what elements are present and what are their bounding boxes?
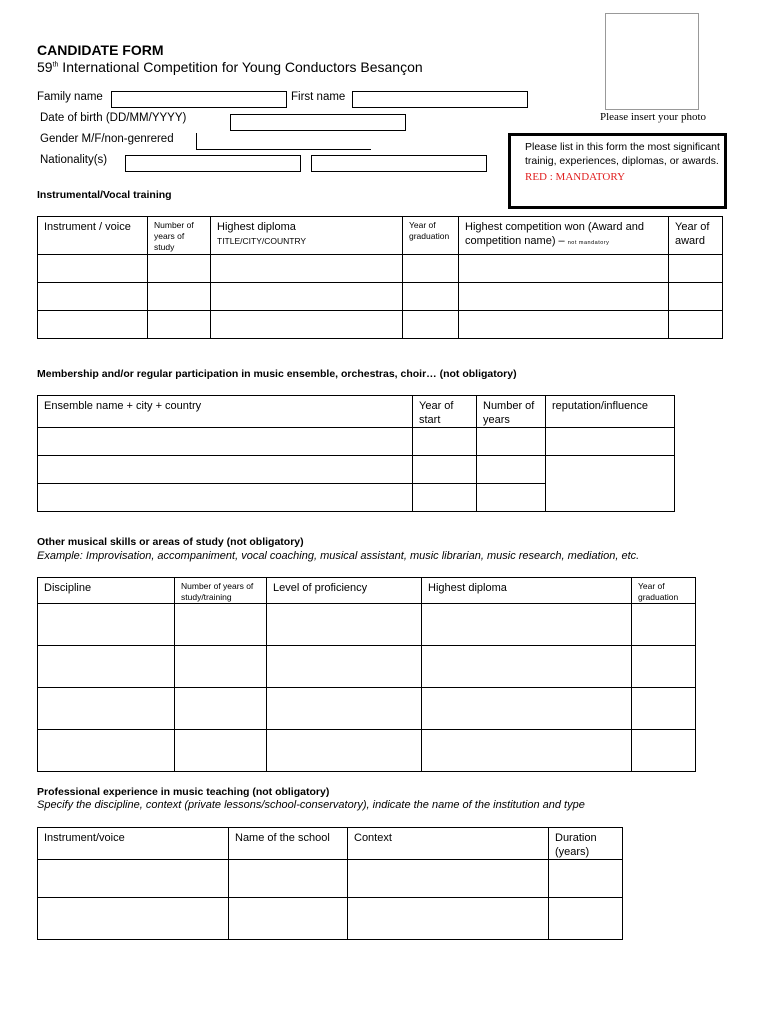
subtitle-text: International Competition for Young Conductors Besançon [58,59,423,75]
table-cell[interactable] [211,311,403,339]
table-cell[interactable] [38,688,175,730]
table-cell[interactable] [267,688,422,730]
table-cell[interactable] [175,730,267,772]
membership-header-row [38,396,675,428]
header-years-study: Number of years of study [148,217,211,255]
header-start-year: Year of start [413,396,477,428]
table-cell[interactable] [632,730,696,772]
table-row [38,604,696,646]
table-row [38,428,675,456]
table-cell[interactable] [267,730,422,772]
gender-field[interactable] [196,133,371,150]
table-cell[interactable] [38,730,175,772]
table-cell[interactable] [422,604,632,646]
table-cell[interactable] [422,688,632,730]
header-years-training: Number of years of study/training [175,578,267,604]
mandatory-note: RED : MANDATORY [525,171,626,183]
table-cell[interactable] [669,255,723,283]
teaching-table [37,827,623,940]
table-cell[interactable] [175,646,267,688]
header-instrument-voice: Instrument/voice [38,828,229,860]
table-cell[interactable] [422,730,632,772]
subtitle-superscript: th [52,61,59,69]
table-cell[interactable] [348,860,549,898]
table-cell[interactable] [211,283,403,311]
table-cell[interactable] [267,604,422,646]
header-diploma-text: Highest diploma [217,221,296,233]
header-school-name: Name of the school [229,828,348,860]
skills-header-row [38,578,696,604]
header-highest-diploma: Highest diploma [422,578,632,604]
table-cell[interactable] [459,311,669,339]
table-row [38,730,696,772]
table-cell[interactable] [267,646,422,688]
table-cell[interactable] [38,428,413,456]
family-name-label: Family name [37,91,103,103]
table-cell[interactable] [669,311,723,339]
table-row [38,255,723,283]
teaching-title: Professional experience in music teaching (not obligatory) [37,786,330,798]
nationality-label: Nationality(s) [40,154,108,166]
table-cell[interactable] [413,428,477,456]
table-cell[interactable] [477,428,546,456]
table-cell[interactable] [477,484,546,512]
header-instrument: Instrument / voice [38,217,148,255]
first-name-field[interactable] [352,91,528,108]
table-row [38,898,623,940]
table-cell[interactable] [38,860,229,898]
family-name-field[interactable] [111,91,287,108]
table-cell[interactable] [229,860,348,898]
table-cell[interactable] [632,604,696,646]
header-context: Context [348,828,549,860]
table-row [38,688,696,730]
header-reputation: reputation/influence [546,396,675,428]
table-cell[interactable] [148,255,211,283]
form-subtitle [37,59,423,75]
header-competition-note: not mandatory [567,240,610,246]
table-cell[interactable] [148,311,211,339]
dob-label: Date of birth (DD/MM/YYYY) [40,112,187,124]
table-cell[interactable] [403,283,459,311]
table-cell[interactable] [38,311,148,339]
table-cell[interactable] [549,898,623,940]
table-cell[interactable] [38,255,148,283]
table-cell[interactable] [175,604,267,646]
header-award-year: Year of award [669,217,723,255]
table-cell[interactable] [38,484,413,512]
first-name-label: First name [291,91,346,103]
table-cell[interactable] [459,283,669,311]
skills-title: Other musical skills or areas of study (not obligatory) [37,536,304,548]
table-cell[interactable] [477,456,546,484]
instructions-box [508,133,727,209]
table-cell[interactable] [38,456,413,484]
membership-title: Membership and/or regular participation in music ensemble, orchestras, choir… (not obligatory) [37,368,517,380]
table-cell[interactable] [459,255,669,283]
table-cell[interactable] [175,688,267,730]
table-row [38,456,675,484]
header-year-graduation: Year of graduation [632,578,696,604]
table-cell[interactable] [38,898,229,940]
header-diploma [211,217,403,255]
training-title: Instrumental/Vocal training [37,189,172,201]
header-discipline: Discipline [38,578,175,604]
membership-table [37,395,675,512]
header-competition-text: Highest competition won (Award and competition name) – [465,221,644,247]
dob-field[interactable] [230,114,406,131]
table-cell[interactable] [403,311,459,339]
table-cell[interactable] [211,255,403,283]
training-table [37,216,723,339]
table-cell[interactable] [403,255,459,283]
table-cell[interactable] [148,283,211,311]
table-cell[interactable] [422,646,632,688]
table-cell[interactable] [229,898,348,940]
table-row [38,860,623,898]
table-cell[interactable] [546,428,675,456]
header-ensemble: Ensemble name + city + country [38,396,413,428]
header-competition [459,217,669,255]
training-header-row [38,217,723,255]
table-cell[interactable] [38,646,175,688]
table-cell[interactable] [632,688,696,730]
header-diploma-sub: TITLE/CITY/COUNTRY [217,236,307,246]
table-row [38,283,723,311]
table-cell[interactable] [38,283,148,311]
teaching-header-row [38,828,623,860]
teaching-example: Specify the discipline, context (private lessons/school-conservatory), indicate the name of the institution and type [37,799,585,811]
table-cell[interactable] [413,484,477,512]
skills-table [37,577,696,772]
nationality-field-1[interactable] [125,155,301,172]
subtitle-number: 59 [37,59,53,75]
header-number-years: Number of years [477,396,546,428]
table-cell[interactable] [549,860,623,898]
gender-label: Gender M/F/non-genrered [40,133,174,145]
header-graduation: Year of graduation [403,217,459,255]
table-cell[interactable] [632,646,696,688]
instructions-text: Please list in this form the most significant trainig, experiences, diplomas, or awards. [525,141,720,167]
table-cell[interactable] [669,283,723,311]
header-proficiency: Level of proficiency [267,578,422,604]
skills-example: Example: Improvisation, accompaniment, vocal coaching, musical assistant, music librarian, music research, mediation, etc. [37,550,640,562]
table-row [38,646,696,688]
photo-box[interactable] [605,13,699,110]
form-title: CANDIDATE FORM [37,42,164,58]
table-cell[interactable] [38,604,175,646]
table-row [38,311,723,339]
table-cell[interactable] [546,456,675,512]
nationality-field-2[interactable] [311,155,487,172]
table-cell[interactable] [413,456,477,484]
photo-caption: Please insert your photo [600,111,707,123]
header-duration: Duration (years) [549,828,623,860]
table-cell[interactable] [348,898,549,940]
